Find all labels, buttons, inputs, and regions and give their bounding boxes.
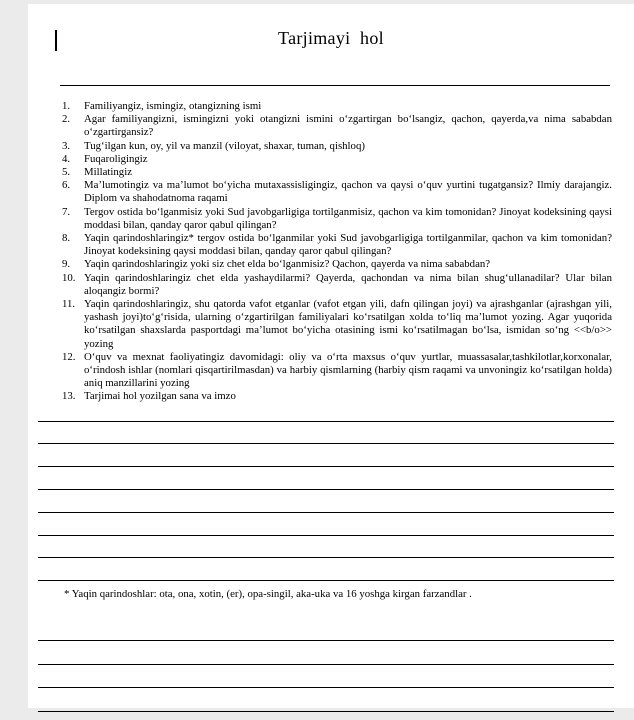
question-list: [62, 100, 612, 404]
list-item-number: 5.: [62, 166, 71, 179]
list-item-text: Yaqin qarindoshlaringiz, shu qatorda vafot etganlar (vafot etgan yili, dafn qilingan joyi) va ajrashganlar (ajrashgan yili, yashash joyi)toʻgʻrisida, ularning oʻzgartirilgan familiyalari koʻrsatilgan xolda toʻliq maʼlumot yozing. Agar yuqorida koʻrsatilgan shaxslarda pasportdagi maʼlumot boʻyicha otasining ismi koʻrsatilmagan boʻlsa, ismidan soʻng <<b/o>> yozing: [84, 298, 612, 350]
list-item-number: 4.: [62, 152, 71, 165]
list-item-text: Maʼlumotingiz va maʼlumot boʻyicha mutaxassisligingiz, qachon va qaysi oʻquv yurtini tugatgansiz? Ilmiy darajangiz. Diplom va shahodatnoma raqami: [84, 179, 612, 205]
list-item-text: Millatingiz: [84, 166, 132, 179]
write-line: [38, 444, 614, 467]
list-item: [62, 206, 612, 232]
list-item-number: 1.: [62, 100, 71, 112]
list-item-text: Tergov ostida boʻlganmisiz yoki Sud javobgarligiga tortilganmisiz, qachon va kim tomonidan? Jinoyat kodeksining qaysi moddasi bilan, qanday qaror qabul qilingan?: [84, 205, 612, 231]
answer-lines-block: [38, 404, 614, 582]
list-item-text: Oʻquv va mexnat faoliyatingiz davomidagi: oliy va oʻrta maxsus oʻquv yurtlar, muassasalar,tashkilotlar,korxonalar, oʻrindosh ishlar (nomlari qisqartirilmasdan) va harbiy qismlarning (harbiy qism raqami va unvoningiz koʻrsatilgan holda) aniq manzillarini yozing: [84, 350, 612, 390]
write-line: [38, 536, 614, 559]
list-item-number: 2.: [62, 113, 71, 126]
list-item-text: Fuqaroligingiz: [84, 152, 148, 165]
write-line: [38, 404, 614, 422]
write-line: [38, 467, 614, 490]
list-item-number: 3.: [62, 139, 71, 152]
write-line: [38, 558, 614, 581]
list-item: [62, 153, 612, 166]
list-item: [62, 351, 612, 391]
list-item-number: 9.: [62, 258, 71, 271]
list-item: [62, 298, 612, 351]
answer-lines-block: [38, 601, 614, 712]
list-item-number: 12.: [62, 350, 76, 363]
list-item-number: 7.: [62, 205, 71, 218]
write-line: [38, 601, 614, 641]
write-line: [38, 422, 614, 445]
footnote: * Yaqin qarindoshlar: ota, ona, xotin, (er), opa-singil, aka-uka va 16 yoshga kirgan farzandlar .: [64, 588, 472, 601]
list-item-number: 6.: [62, 179, 71, 192]
list-item: [62, 258, 612, 271]
list-item: [62, 390, 612, 403]
list-item: [62, 179, 612, 205]
list-item: [62, 113, 612, 139]
list-item: [62, 100, 612, 113]
write-line: [38, 665, 614, 689]
list-item: [62, 272, 612, 298]
write-line: [38, 688, 614, 712]
document-page[interactable]: [28, 4, 634, 708]
list-item-text: Tarjimai hol yozilgan sana va imzo: [84, 390, 236, 403]
text-cursor: [55, 30, 57, 51]
list-item-number: 11.: [62, 298, 76, 311]
write-line: [38, 641, 614, 665]
list-item-text: Familiyangiz, ismingiz, otangizning ismi: [84, 100, 262, 112]
list-item-text: Yaqin qarindoshlaringiz* tergov ostida boʻlganmilar yoki Sud javobgarligiga tortilganmilar, qachon va kim tomonidan? Jinoyat kodeksining qaysi moddasi bilan, qanday qaror qabul qilingan?: [84, 232, 612, 258]
list-item-text: Tugʻilgan kun, oy, yil va manzil (viloyat, shaxar, tuman, qishloq): [84, 139, 365, 152]
page-title: Tarjimayi hol: [278, 28, 384, 48]
list-item: [62, 140, 612, 153]
list-item: [62, 166, 612, 179]
list-item-text: Yaqin qarindoshlaringiz chet elda yashaydilarmi? Qayerda, qachondan va nima bilan shugʻullanadilar? Ular bilan aloqangiz bormi?: [84, 271, 612, 297]
write-line: [38, 513, 614, 536]
list-item-number: 13.: [62, 390, 76, 403]
list-item-number: 8.: [62, 232, 71, 245]
list-item-text: Yaqin qarindoshlaringiz yoki siz chet elda boʻlganmisiz? Qachon, qayerda va nima sababdan?: [84, 258, 491, 271]
list-item: [62, 232, 612, 258]
list-item-text: Agar familiyangizni, ismingizni yoki otangizni ismini oʻzgartirgan boʻlsangiz, qachon, qayerda,va nima sababdan oʻzgartirgansiz?: [84, 113, 612, 139]
write-line: [38, 490, 614, 513]
list-item-number: 10.: [62, 271, 76, 284]
title-divider-line: [60, 85, 610, 86]
